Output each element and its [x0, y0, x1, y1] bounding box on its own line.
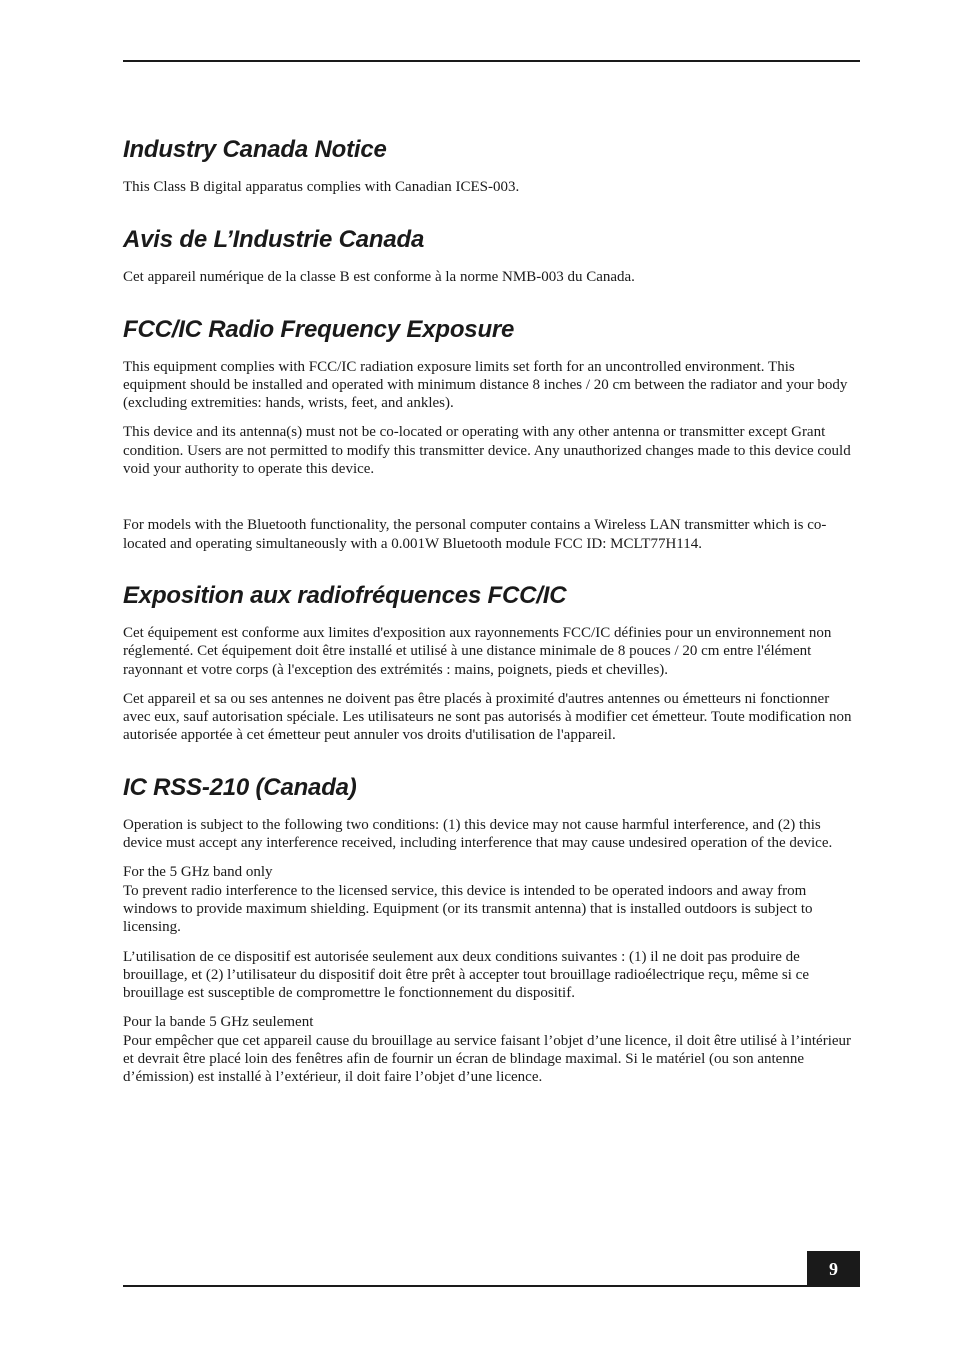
band-note-title: For the 5 GHz band only — [123, 864, 273, 881]
section-ic-rss-210 — [123, 772, 860, 1087]
section-fcc-ic-rf-exposure — [123, 314, 860, 553]
section-paragraph: For models with the Bluetooth functionality, the personal computer contains a Wireless LAN transmitter which is co-located and operating simultaneously with a 0.001W Bluetooth module FCC ID: MCLT77H114. — [123, 517, 827, 552]
section-heading: Industry Canada Notice — [123, 136, 387, 163]
section-paragraph: This equipment complies with FCC/IC radiation exposure limits set forth for an uncontrolled environment. This equipment should be installed and operated with minimum distance 8 inches / 20 cm between the radiator and your body (excluding extremities: hands, wrists, feet, and ankles). — [123, 358, 848, 412]
section-heading: Exposition aux radiofréquences FCC/IC — [123, 581, 567, 609]
band-note-body: Pour empêcher que cet appareil cause du brouillage au service faisant l’objet d’une licence, il doit être utilisé à l’intérieur et devrait être placé loin des fenêtres afin de fournir un écran de blindage maximal. Si le matériel (ou son antenne d’émission) est installé à l’extérieur, il doit faire l’objet d’une licence. — [123, 1032, 852, 1086]
section-paragraph: L’utilisation de ce dispositif est autorisée seulement aux deux conditions suivantes : (1) il ne doit pas produire de brouillage, et (2) l’utilisateur du dispositif doit être prêt à accepter tout brouillage radioélectrique reçu, même si ce brouillage est susceptible de compromettre le fonctionnement du dispositif. — [123, 948, 809, 1002]
section-paragraph: Cet équipement est conforme aux limites d'exposition aux rayonnements FCC/IC définies pour un environnement non réglementé. Cet équipement doit être installé et utilisé à une distance minimale de 8 pouces / 20 cm entre l'élément rayonnant et votre corps (à l'exception des extrémités : mains, poignets, pieds et chevilles). — [123, 624, 832, 678]
page-content — [123, 134, 860, 1109]
section-heading: IC RSS-210 (Canada) — [123, 773, 357, 801]
section-paragraph: Cet appareil numérique de la classe B est conforme à la norme NMB-003 du Canada. — [123, 269, 635, 286]
band-note-en — [123, 863, 860, 936]
section-avis-industrie-canada — [123, 224, 860, 286]
section-heading: FCC/IC Radio Frequency Exposure — [123, 315, 515, 343]
band-note-body: To prevent radio interference to the licensed service, this device is intended to be operated indoors and away from windows to provide maximum shielding. Equipment (or its transmit antenna) that is installed outdoors is subject to licensing. — [123, 882, 813, 936]
page-number: 9 — [807, 1251, 860, 1287]
header-rule — [123, 60, 860, 62]
band-note-fr — [123, 1013, 860, 1086]
section-exposition-radiofrequences — [123, 580, 860, 745]
footer-rule — [123, 1285, 860, 1287]
section-paragraph: Operation is subject to the following two conditions: (1) this device may not cause harmful interference, and (2) this device must accept any interference received, including interference that may cause undesired operation of the device. — [123, 816, 833, 852]
section-heading: Avis de L’Industrie Canada — [123, 226, 425, 254]
section-industry-canada-notice — [123, 134, 860, 196]
band-note-title: Pour la bande 5 GHz seulement — [123, 1014, 314, 1031]
section-paragraph: Cet appareil et sa ou ses antennes ne doivent pas être placés à proximité d'autres antennes ou émetteurs ni fonctionner avec eux, sauf autorisation spéciale. Les utilisateurs ne sont pas autorisés à modifier cet émetteur. Toute modification non autorisée apportée à cet émetteur peut annuler vos droits d'utilisation de l'appareil. — [123, 690, 852, 744]
section-paragraph: This Class B digital apparatus complies with Canadian ICES-003. — [123, 179, 520, 195]
section-paragraph: This device and its antenna(s) must not be co-located or operating with any other antenna or transmitter except Grant condition. Users are not permitted to modify this transmitter device. Any unauthorized changes made to this device could void your authority to operate this device. — [123, 424, 851, 478]
